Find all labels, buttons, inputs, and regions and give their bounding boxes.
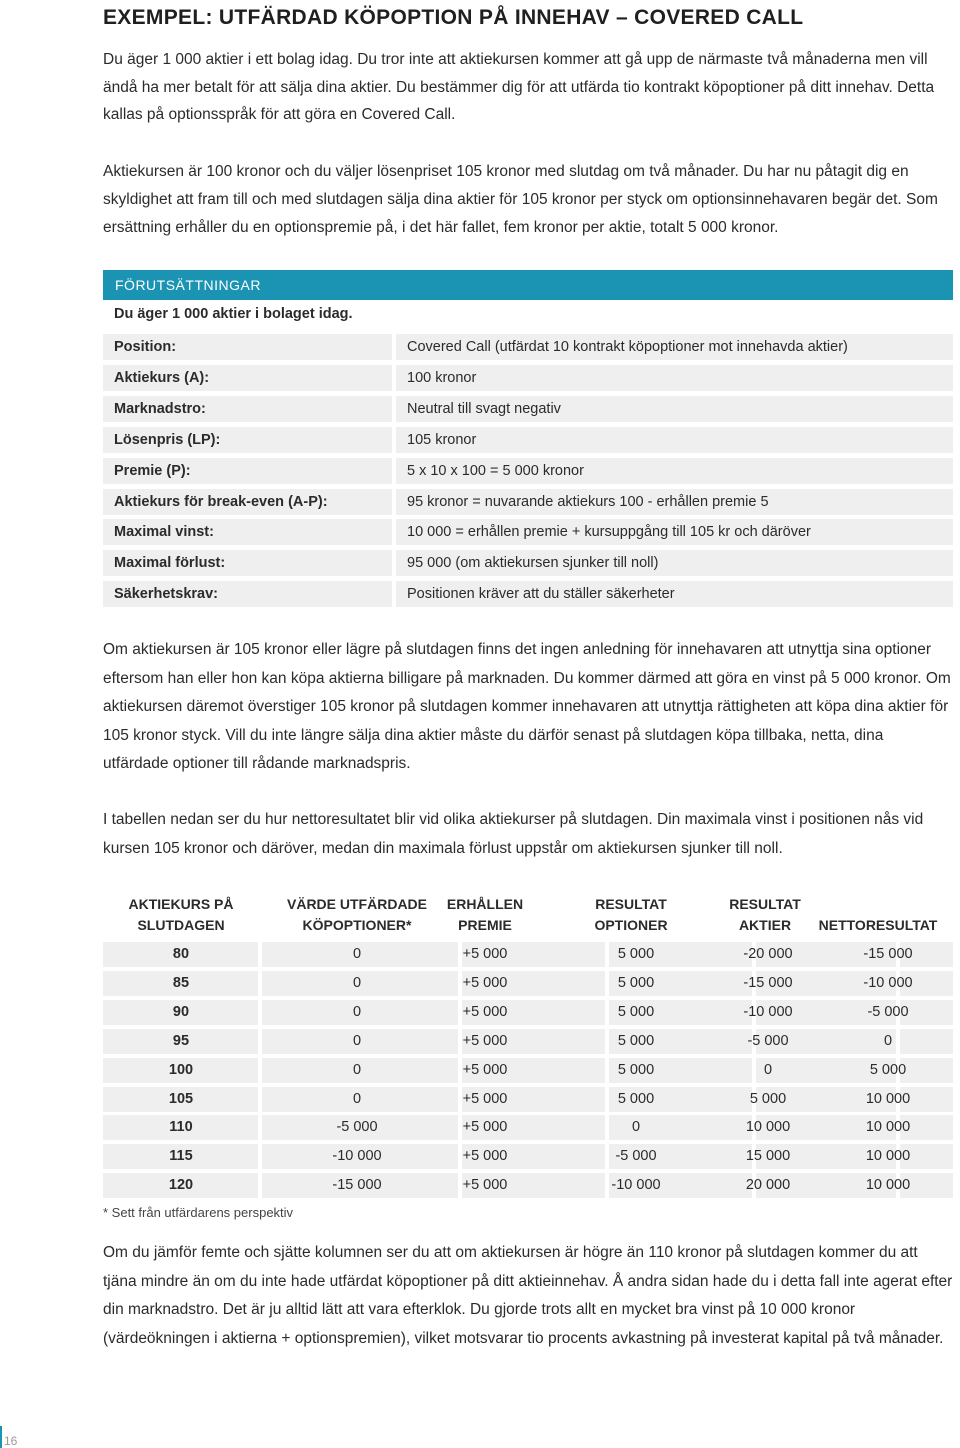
paragraph-table-intro: I tabellen nedan ser du hur nettoresultatet blir vid olika aktiekurser på slutdagen. Din maximala vinst i positionen nås vid kursen 105 kronor och däröver, medan din maximala förlust uppstår om aktiekursen sjunker till noll. — [103, 811, 924, 857]
results-cell-text: -5 000 — [747, 1032, 789, 1049]
results-header-line: RESULTAT — [595, 896, 667, 912]
results-cell-text: +5 000 — [462, 1090, 508, 1107]
results-row — [103, 1000, 953, 1025]
results-cell-text: 10 000 — [745, 1119, 791, 1136]
table-footnote: * Sett från utfärdarens perspektiv — [103, 1205, 294, 1220]
results-cell-text: -10 000 — [743, 1003, 793, 1020]
results-column-header — [96, 894, 266, 938]
results-cell-text: 5 000 — [869, 1061, 907, 1078]
results-cell-text: +5 000 — [462, 1148, 508, 1165]
conditions-row — [103, 581, 953, 607]
results-row — [103, 1173, 953, 1198]
results-row — [103, 1115, 953, 1140]
results-row — [103, 1144, 953, 1169]
results-header-line: NETTORESULTAT — [818, 917, 938, 933]
results-cell-text: 10 000 — [865, 1090, 911, 1107]
results-row — [103, 1087, 953, 1112]
results-header-line: SLUTDAGEN — [137, 917, 225, 933]
paragraph-strike: Aktiekursen är 100 kronor och du väljer lösenpriset 105 kronor med slutdag om två månader. Du har nu påtagit dig en skyldighet att fram till och med slutdagen sälja dina aktier för 105 kronor per styck om optionsinnehavaren begär det. Som ersättning erhåller du en optionspremie på, i det här fallet, fem kronor per aktie, totalt 5 000 kronor. — [103, 163, 938, 236]
results-cell-text: -15 000 — [743, 974, 793, 991]
conditions-label: Säkerhetskrav: — [103, 581, 392, 607]
conditions-intro: Du äger 1 000 aktier i bolaget idag. — [114, 306, 353, 322]
results-cell-text: -15 000 — [332, 1177, 382, 1194]
results-cell-text: 80 — [172, 946, 190, 962]
results-cell-text: -10 000 — [863, 974, 913, 991]
results-header-line: VÄRDE UTFÄRDADE — [287, 896, 427, 912]
results-cell-text: 5 000 — [617, 1061, 655, 1078]
conditions-row — [103, 489, 953, 515]
results-cell-text: 120 — [168, 1177, 194, 1194]
results-header-line: AKTIER — [738, 917, 792, 933]
conditions-row — [103, 458, 953, 484]
results-cell-text: +5 000 — [462, 1003, 508, 1020]
conditions-row — [103, 334, 953, 360]
results-cell-text: 0 — [883, 1032, 893, 1049]
results-cell-text: 5 000 — [617, 1090, 655, 1107]
results-cell-text: 100 — [168, 1061, 194, 1078]
results-cell-text: 5 000 — [617, 1032, 655, 1049]
results-cell-text: 5 000 — [617, 946, 655, 962]
results-cell-text: 0 — [631, 1119, 641, 1136]
results-cell-text: -5 000 — [336, 1119, 378, 1136]
results-cell-text: 0 — [352, 1032, 362, 1049]
results-column-header — [793, 894, 960, 938]
conditions-value: 10 000 = erhållen premie + kursuppgång till 105 kr och däröver — [396, 519, 953, 545]
results-cell-text: 90 — [172, 1003, 190, 1020]
results-cell-text: 0 — [352, 1003, 362, 1020]
results-header-line: ERHÅLLEN — [446, 896, 524, 912]
page-number: 16 — [4, 1434, 18, 1448]
conditions-row — [103, 396, 953, 422]
conditions-label: Aktiekurs för break-even (A-P): — [103, 489, 392, 515]
results-cell-text: +5 000 — [462, 1177, 508, 1194]
page-title: EXEMPEL: UTFÄRDAD KÖPOPTION PÅ INNEHAV – COVERED CALL — [103, 6, 804, 29]
conditions-value: 95 kronor = nuvarande aktiekurs 100 - erhållen premie 5 — [396, 489, 953, 515]
conditions-row — [103, 427, 953, 453]
conditions-value: 100 kronor — [396, 365, 953, 391]
conditions-row — [103, 550, 953, 576]
conditions-value: Covered Call (utfärdat 10 kontrakt köpoptioner mot innehavda aktier) — [396, 334, 953, 360]
results-header-line — [793, 894, 960, 915]
conditions-value: Positionen kräver att du ställer säkerheter — [396, 581, 953, 607]
results-cell-text: 10 000 — [865, 1177, 911, 1194]
conditions-header: FÖRUTSÄTTNINGAR — [103, 270, 953, 300]
results-row — [103, 942, 953, 967]
conditions-label: Maximal förlust: — [103, 550, 392, 576]
results-cell-text: 115 — [169, 1148, 193, 1165]
results-column-header — [400, 894, 570, 938]
page-number-bar — [0, 1426, 2, 1448]
results-cell-text: 0 — [352, 1061, 362, 1078]
results-cell-text: -10 000 — [611, 1177, 661, 1194]
conditions-label: Premie (P): — [103, 458, 392, 484]
results-cell-text: +5 000 — [462, 1032, 508, 1049]
conditions-row — [103, 365, 953, 391]
conditions-value: Neutral till svagt negativ — [396, 396, 953, 422]
results-cell-text: -5 000 — [615, 1148, 657, 1165]
results-cell-text: +5 000 — [462, 1061, 508, 1078]
results-cell-text: -10 000 — [332, 1148, 382, 1165]
paragraph-outcome: Om aktiekursen är 105 kronor eller lägre på slutdagen finns det ingen anledning för innehavaren att utnyttja sina optioner eftersom han eller hon kan köpa aktierna billigare på marknaden. Du kommer därmed att göra en vinst på 5 000 kronor. Om aktiekursen däremot överstiger 105 kronor på slutdagen kommer innehavaren att utnyttja rättigheten att köpa dina aktier för 105 kronor styck. Vill du inte längre sälja dina aktier måste du därför senast på slutdagen köpa tillbaka, netta, dina utfärdade optioner till rådande marknadspris. — [103, 641, 951, 773]
results-cell-text: 0 — [352, 946, 362, 962]
results-cell-text: +5 000 — [462, 946, 508, 962]
results-row — [103, 1029, 953, 1054]
results-cell-text: 0 — [352, 974, 362, 991]
results-cell-text: -5 000 — [867, 1003, 909, 1020]
conditions-label: Marknadstro: — [103, 396, 392, 422]
results-cell-text: 0 — [763, 1061, 773, 1078]
conditions-value: 5 x 10 x 100 = 5 000 kronor — [396, 458, 953, 484]
conditions-label: Aktiekurs (A): — [103, 365, 392, 391]
results-cell-text: 10 000 — [865, 1119, 911, 1136]
paragraph-conclusion: Om du jämför femte och sjätte kolumnen ser du att om aktiekursen är högre än 110 kronor på slutdagen kommer du att tjäna mindre än om du inte hade utfärdat köpoptioner på ditt aktieinnehav. Å andra sidan hade du i detta fall inte agerat efter din marknadstro. Det är ju alltid lätt att vara efterklok. Du gjorde trots allt en mycket bra vinst på 10 000 kronor (värdeökningen i aktierna + optionspremien), vilket motsvarar tio procents avkastning på investerat kapital på två månader. — [103, 1244, 953, 1347]
results-header-line: AKTIEKURS PÅ — [128, 896, 234, 912]
conditions-row — [103, 519, 953, 545]
paragraph-intro: Du äger 1 000 aktier i ett bolag idag. Du tror inte att aktiekursen kommer att gå upp de närmaste två månaderna men vill ändå ha mer betalt för att sälja dina aktier. Du bestämmer dig för att utfärda tio kontrakt köpoptioner på ditt innehav. Detta kallas på optionsspråk för att göra en Covered Call. — [103, 51, 935, 124]
results-cell-text: 110 — [169, 1119, 193, 1136]
results-cell-text: 15 000 — [745, 1148, 791, 1165]
results-header-line: RESULTAT — [729, 896, 801, 912]
results-cell-text: +5 000 — [462, 1119, 508, 1136]
conditions-value: 95 000 (om aktiekursen sjunker till noll) — [396, 550, 953, 576]
conditions-value: 105 kronor — [396, 427, 953, 453]
conditions-label: Lösenpris (LP): — [103, 427, 392, 453]
results-cell-text: 105 — [168, 1090, 194, 1107]
results-cell-text: 95 — [172, 1032, 190, 1049]
results-header-line: PREMIE — [458, 917, 512, 933]
results-cell-text: 5 000 — [749, 1090, 787, 1107]
results-cell-text: 0 — [352, 1090, 362, 1107]
results-cell-text: +5 000 — [462, 974, 508, 991]
results-cell-text: 5 000 — [617, 1003, 655, 1020]
results-header-line: KÖPOPTIONER* — [302, 917, 412, 933]
conditions-label: Position: — [103, 334, 392, 360]
results-cell-text: 10 000 — [865, 1148, 911, 1165]
results-row — [103, 1058, 953, 1083]
results-cell-text: 20 000 — [745, 1177, 791, 1194]
conditions-label: Maximal vinst: — [103, 519, 392, 545]
results-cell-text: 85 — [172, 974, 190, 991]
results-cell-text: -20 000 — [743, 946, 793, 962]
results-header-line: OPTIONER — [594, 917, 668, 933]
results-cell-text: 5 000 — [617, 974, 655, 991]
results-cell-text: -15 000 — [863, 946, 913, 962]
results-row — [103, 971, 953, 996]
